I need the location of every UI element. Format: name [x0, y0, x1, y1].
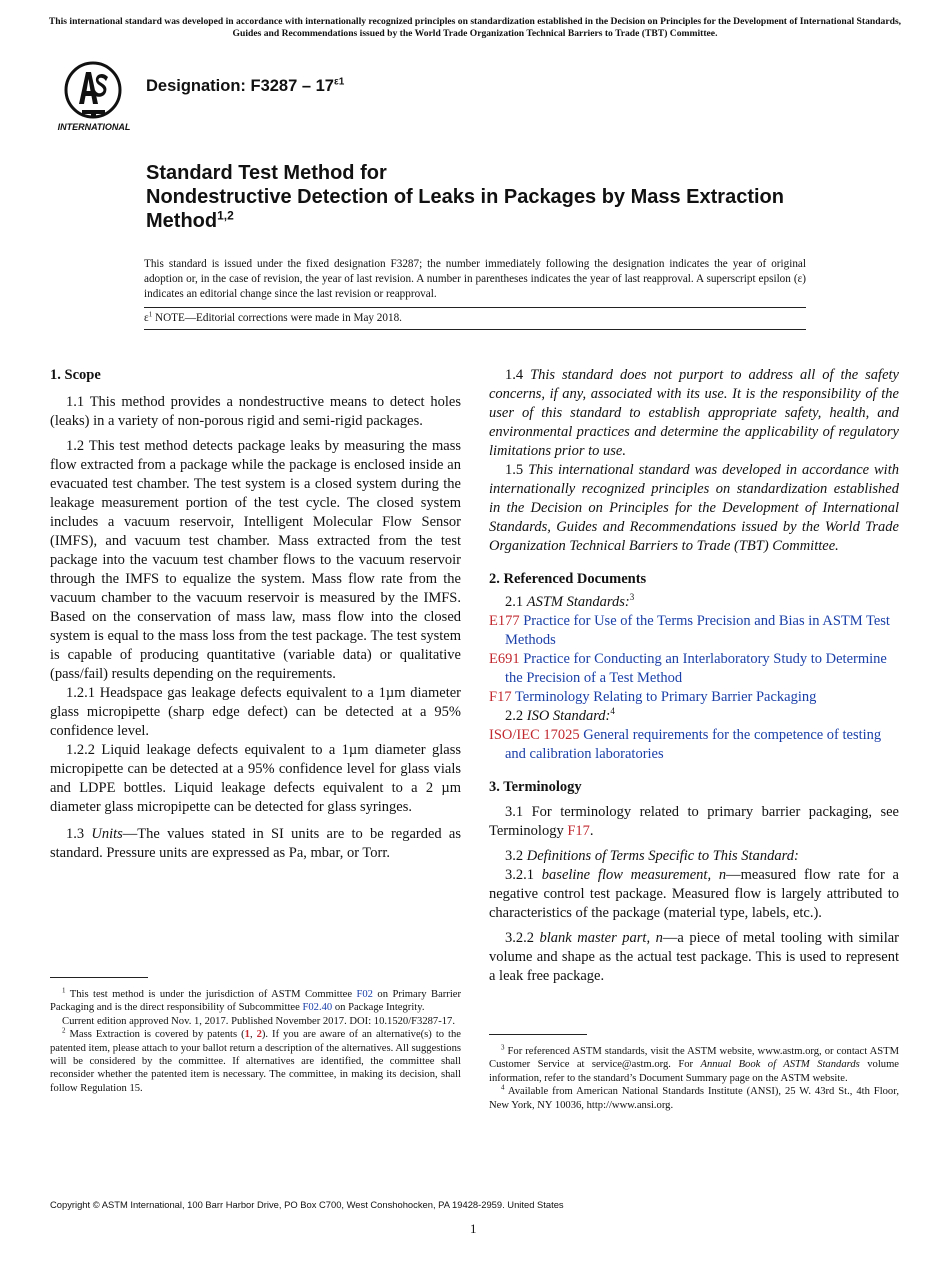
editorial-note-text: NOTE—Editorial corrections were made in May 2018.	[155, 312, 402, 324]
ref-f17-title[interactable]: Terminology Relating to Primary Barrier Packaging	[514, 689, 817, 705]
ref-e691-code[interactable]: E691	[489, 651, 520, 667]
scope-heading: 1. Scope	[50, 367, 101, 383]
ref-e177[interactable]	[489, 612, 899, 650]
footnote-1-edition: Current edition approved Nov. 1, 2017. Published November 2017. DOI: 10.1520/F3287-17.	[62, 1015, 456, 1027]
para-3-2-1	[489, 866, 899, 923]
para-1-2-1: 1.2.1 Headspace gas leakage defects equivalent to a 1µm diameter glass micropipette (sharp edge defect) can be detected at a 95% confidence level.	[50, 685, 461, 739]
designation-label: Designation: F3287 – 17	[146, 77, 334, 95]
para-3-2-em: Definitions of Terms Specific to This Standard:	[526, 848, 799, 864]
iso-em: ISO Standard:	[526, 708, 611, 724]
astm-em: ASTM Standards:	[526, 594, 630, 610]
ref-e691-title[interactable]: Practice for Conducting an Interlaboratory Study to Determine the Precision of a Test Method	[505, 651, 887, 686]
para-3-2-num: 3.2	[505, 848, 524, 864]
footnote-4	[489, 1085, 899, 1112]
ref-f17-code[interactable]: F17	[489, 689, 512, 705]
fn4-sup: 4	[501, 1083, 505, 1092]
fn1-b: on Primary Barrier Packaging and is the direct responsibility of Subcommittee	[50, 989, 461, 1014]
fn2-b: ). If you are aware of an alternative(s) to the patented item, please attach to your ballot return a description of the alternatives. All suggestions will be considered by the committee. If alternatives are identified, the committee shall reconsider whether the patented item is necessary. The committee, in making its decision, shall follow Regulation 15.	[50, 1029, 461, 1094]
para-1-5-em: This international standard was developed in accordance with internationally recognized principles on standardization established in the Decision on Principles for the Development of International Standards, Guides and Recommendations issued by the World Trade Organization Technical Barriers to Trade (TBT) Committee.	[489, 462, 899, 554]
iso-standard-label	[489, 707, 899, 726]
left-column	[50, 366, 461, 863]
ref-iso-code[interactable]: ISO/IEC 17025	[489, 727, 580, 743]
subcommittee-f02-40-link[interactable]: F02.40	[302, 1002, 333, 1014]
para-1-3-rest: —The values stated in SI units are to be regarded as standard. Pressure units are expressed as Pa, mbar, or Torr.	[50, 826, 461, 861]
para-3-2-2	[489, 929, 899, 986]
para-1-5	[489, 461, 899, 556]
ref-f17[interactable]	[489, 688, 899, 707]
patent-1-link[interactable]: 1	[244, 1029, 250, 1041]
para-3-2-2-em: blank master part, n	[539, 930, 663, 946]
epsilon-symbol: ε	[144, 312, 149, 324]
ref-e177-title[interactable]: Practice for Use of the Terms Precision and Bias in ASTM Test Methods	[505, 613, 890, 648]
footnote-rule-right	[489, 1034, 587, 1035]
title-main: Nondestructive Detection of Leaks in Packages by Mass Extraction Method	[146, 186, 784, 232]
footnote-rule-left	[50, 977, 148, 978]
terminology-f17-link[interactable]: F17	[567, 823, 590, 839]
para-1-4-em: This standard does not purport to address all of the safety concerns, if any, associated with its use. It is the responsibility of the user of this standard to establish appropriate safety, health, and environmental practices and determine the applicability of regulatory limitations prior to use.	[489, 367, 899, 459]
page-number: 1	[470, 1221, 477, 1236]
footnotes-right	[489, 1045, 899, 1112]
title-line-2	[146, 185, 846, 233]
para-1-2: 1.2 This test method detects package leaks by measuring the mass flow extracted from a package while the package is enclosed inside an evacuated test chamber. The test system is a closed system during the leakage measurement portion of the test cycle. The closed system includes a vacuum reservoir, Intelligent Molecular Flow Sensor (IMFS), and vacuum test chamber. Mass extracted from the test package into the vacuum test chamber flows to the vacuum reservoir through the IMFS to equalize the system. Mass flow rate from the vacuum chamber to the vacuum reservoir is measured by the IMFS. Based on the conservation of mass law, mass flow into the closed system is equal to the mass loss from the test package. The test system is capable of producing quantitative (variable data) or qualitative (pass/fail) results depending on the requirements.	[50, 438, 461, 682]
para-1-4	[489, 366, 899, 461]
ref-e177-code[interactable]: E177	[489, 613, 520, 629]
epsilon-superscript: 1	[148, 310, 153, 319]
para-1-3-num: 1.3	[66, 826, 85, 842]
fn1-a: This test method is under the jurisdiction of ASTM Committee	[69, 989, 353, 1000]
logo-text: INTERNATIONAL	[57, 122, 131, 132]
para-1-1: 1.1 This method provides a nondestructive means to detect holes (leaks) in a variety of non-porous rigid and semi-rigid packages.	[50, 394, 461, 429]
para-1-2-2: 1.2.2 Liquid leakage defects equivalent to a 1µm diameter glass micropipette can be detected at a 95% confidence level for glass vials and LDPE bottles. Liquid leakage defects equivalent to a 2 µm diameter glass micropipette can be detected for glass syringes.	[50, 742, 461, 815]
para-3-1	[489, 803, 899, 841]
para-3-2-1-em: baseline flow measurement, n	[541, 867, 727, 883]
designation-superscript: ε1	[334, 76, 345, 88]
para-3-2-2-rest: —a piece of metal tooling with similar volume and shape as the actual test package. This is used to represent a leak free package.	[489, 930, 899, 984]
fn1-c: on Package Integrity.	[334, 1002, 425, 1014]
para-1-3	[50, 825, 461, 863]
para-3-2	[489, 847, 899, 866]
referenced-documents-heading: 2. Referenced Documents	[489, 571, 647, 587]
document-title	[146, 161, 846, 233]
title-line-1: Standard Test Method for	[146, 162, 387, 184]
fn3-b: volume information, refer to the standard’s Document Summary page on the ASTM website.	[489, 1059, 900, 1084]
astm-sup: 3	[629, 592, 635, 603]
fn1-sup: 1	[62, 986, 66, 995]
fn3-a: For referenced ASTM standards, visit the ASTM website, www.astm.org, or contact ASTM Customer Service at service@astm.org. For	[489, 1046, 899, 1071]
right-column	[489, 366, 899, 986]
para-1-3-em: Units	[91, 826, 123, 842]
fn2-sup: 2	[62, 1026, 66, 1035]
ref-iso-17025[interactable]	[489, 726, 899, 764]
issued-statement: This standard is issued under the fixed designation F3287; the number immediately following the designation indicates the year of original adoption or, in the case of revision, the year of last revision. A number in parentheses indicates the year of last reapproval. A superscript epsilon (ε) indicates an editorial change since the last revision or reapproval.	[144, 258, 806, 300]
footnote-3	[489, 1045, 899, 1085]
astm-logo-icon	[55, 60, 135, 134]
para-3-1-end: .	[589, 823, 594, 839]
ref-iso-title[interactable]: General requirements for the competence of testing and calibration laboratories	[505, 727, 882, 762]
fn3-sup: 3	[501, 1043, 505, 1052]
iso-sup: 4	[610, 706, 615, 717]
rule-top	[144, 307, 806, 308]
copyright-footer: Copyright © ASTM International, 100 Barr Harbor Drive, PO Box C700, West Conshohocken, PA 19428-2959. United States	[50, 1199, 564, 1210]
astm-standards-label	[489, 593, 899, 612]
committee-f02-link[interactable]: F02	[356, 989, 373, 1000]
para-3-2-1-rest: —measured flow rate for a negative control test package. Measured flow is largely attributed to characteristics of the package (material type, labels, etc.).	[489, 867, 899, 921]
rule-bottom	[144, 329, 806, 330]
fn2-a: Mass Extraction is covered by patents (	[69, 1029, 245, 1041]
para-1-4-num: 1.4	[505, 367, 524, 383]
patent-2-link[interactable]: 2	[256, 1029, 262, 1041]
para-3-2-1-num: 3.2.1	[505, 867, 534, 883]
fn4-text: Available from American National Standards Institute (ANSI), 25 W. 43rd St., 4th Floor, New York, NY 10036, http://www.ansi.org.	[489, 1086, 899, 1111]
footnote-2	[50, 1028, 461, 1095]
top-notice: This international standard was developed in accordance with internationally recognized principles on standardization established in the Decision on Principles for the Development of International Standards, Guides and Recommendations issued by the World Trade Organization Technical Barriers to Trade (TBT) Committee.	[48, 16, 902, 39]
footnote-1	[50, 988, 461, 1015]
ref-e691[interactable]	[489, 650, 899, 688]
title-footnote-ref: 1,2	[217, 208, 234, 223]
para-3-2-2-num: 3.2.2	[505, 930, 534, 946]
fn3-em: Annual Book of ASTM Standards	[700, 1059, 860, 1071]
terminology-heading: 3. Terminology	[489, 779, 582, 795]
astm-num: 2.1	[505, 594, 524, 610]
iso-num: 2.2	[505, 708, 524, 724]
para-3-1-text: 3.1 For terminology related to primary barrier packaging, see Terminology	[489, 804, 899, 839]
fn2-sep: ,	[249, 1029, 257, 1041]
editorial-note	[144, 312, 402, 324]
footnotes-left	[50, 988, 461, 1095]
designation	[146, 77, 344, 96]
para-1-5-num: 1.5	[505, 462, 524, 478]
